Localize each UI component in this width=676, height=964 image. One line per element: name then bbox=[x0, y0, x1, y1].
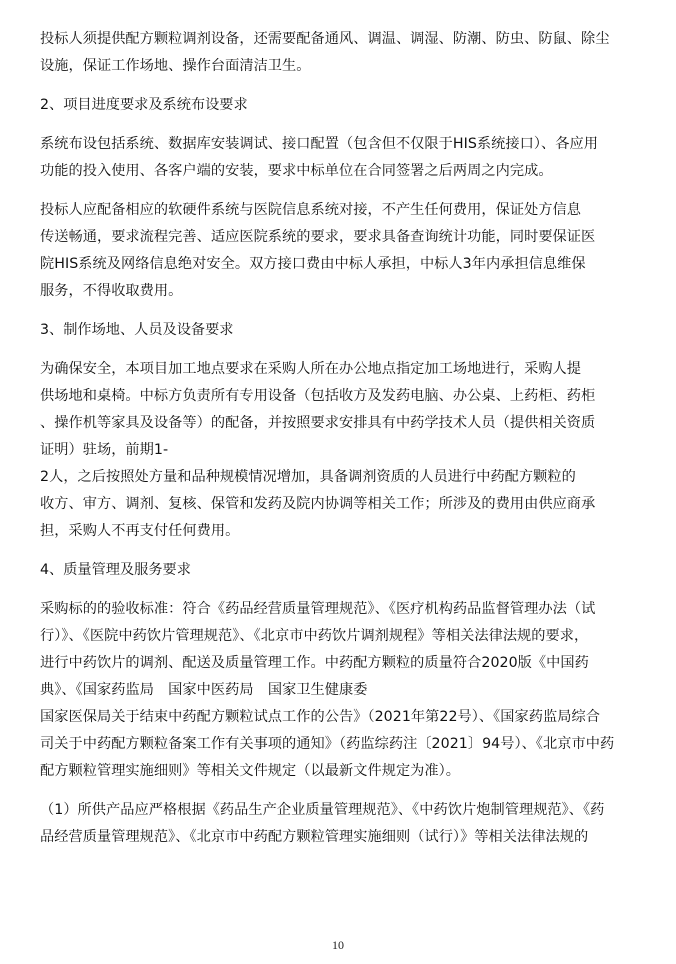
text-line: 配方颗粒管理实施细则》等相关文件规定（以最新文件规定为准）。 bbox=[40, 763, 461, 779]
section-heading bbox=[40, 92, 636, 119]
text-line: 服务，不得收取费用。 bbox=[40, 283, 183, 299]
heading-text: 3、制作场地、人员及设备要求 bbox=[40, 322, 234, 338]
text-line: 为确保安全，本项目加工地点要求在采购人所在办公地点指定加工场地进行，采购人提 bbox=[40, 361, 582, 377]
paragraph bbox=[40, 197, 636, 305]
text-line: 投标人应配备相应的软硬件系统与医院信息系统对接，不产生任何费用，保证处方信息 bbox=[40, 202, 582, 218]
paragraph-gap bbox=[40, 80, 636, 92]
text-line: 功能的投入使用、各客户端的安装，要求中标单位在合同签署之后两周之内完成。 bbox=[40, 163, 553, 179]
document-body bbox=[40, 26, 636, 851]
paragraph-gap bbox=[40, 344, 636, 356]
text-line: 系统布设包括系统、数据库安装调试、接口配置（包含但不仅限于HIS系统接口）、各应用 bbox=[40, 136, 598, 152]
paragraph-gap bbox=[40, 305, 636, 317]
text-line: 、操作机等家具及设备等）的配备，并按照要求安排具有中药学技术人员（提供相关资质 bbox=[40, 415, 596, 431]
paragraph-gap bbox=[40, 584, 636, 596]
heading-text: 2、项目进度要求及系统布设要求 bbox=[40, 97, 248, 113]
paragraph-gap bbox=[40, 545, 636, 557]
text-line: 收方、审方、调剂、复核、保管和发药及院内协调等相关工作；所涉及的费用由供应商承 bbox=[40, 496, 596, 512]
text-line: （1）所供产品应严格根据《药品生产企业质量管理规范》、《中药饮片炮制管理规范》、《药 bbox=[40, 802, 605, 818]
text-line: 传送畅通，要求流程完善、适应医院系统的要求，要求具备查询统计功能，同时要保证医 bbox=[40, 229, 596, 245]
text-line: 院HIS系统及网络信息绝对安全。双方接口费由中标人承担，中标人3年内承担信息维保 bbox=[40, 256, 586, 272]
paragraph bbox=[40, 26, 636, 80]
text-line: 国家医保局关于结束中药配方颗粒试点工作的公告》（2021年第22号）、《国家药监局综合 bbox=[40, 709, 600, 725]
paragraph-gap bbox=[40, 185, 636, 197]
paragraph-gap bbox=[40, 119, 636, 131]
paragraph-gap bbox=[40, 785, 636, 797]
text-line: 供场地和桌椅。中标方负责所有专用设备（包括收方及发药电脑、办公桌、上药柜、药柜 bbox=[40, 388, 596, 404]
paragraph bbox=[40, 131, 636, 185]
text-line: 品经营质量管理规范》、《北京市中药配方颗粒管理实施细则（试行）》等相关法律法规的 bbox=[40, 829, 589, 845]
text-line: 采购标的的验收标准：符合《药品经营质量管理规范》、《医疗机构药品监督管理办法（试 bbox=[40, 601, 596, 617]
text-line: 设施，保证工作场地、操作台面清洁卫生。 bbox=[40, 58, 311, 74]
text-line: 进行中药饮片的调剂、配送及质量管理工作。中药配方颗粒的质量符合2020版《中国药 bbox=[40, 655, 589, 671]
text-line: 投标人须提供配方颗粒调剂设备，还需要配备通风、调温、调湿、防潮、防虫、防鼠、除尘 bbox=[40, 31, 610, 47]
paragraph bbox=[40, 356, 636, 545]
text-line: 司关于中药配方颗粒备案工作有关事项的通知》（药监综药注〔2021〕94号）、《北京市中药 bbox=[40, 736, 615, 752]
heading-text: 4、质量管理及服务要求 bbox=[40, 562, 191, 578]
text-line: 行）》、《医院中药饮片管理规范》、《北京市中药饮片调剂规程》等相关法律法规的要求， bbox=[40, 628, 589, 644]
text-line: 2人，之后按照处方量和品种规模情况增加，具备调剂资质的人员进行中药配方颗粒的 bbox=[40, 469, 576, 485]
text-line: 典》、《国家药监局 国家中医药局 国家卫生健康委 bbox=[40, 682, 368, 698]
text-line: 证明）驻场，前期1- bbox=[40, 442, 169, 458]
paragraph bbox=[40, 596, 636, 785]
text-line: 担，采购人不再支付任何费用。 bbox=[40, 523, 240, 539]
page-number: 10 bbox=[332, 938, 344, 952]
paragraph bbox=[40, 797, 636, 851]
section-heading bbox=[40, 557, 636, 584]
section-heading bbox=[40, 317, 636, 344]
